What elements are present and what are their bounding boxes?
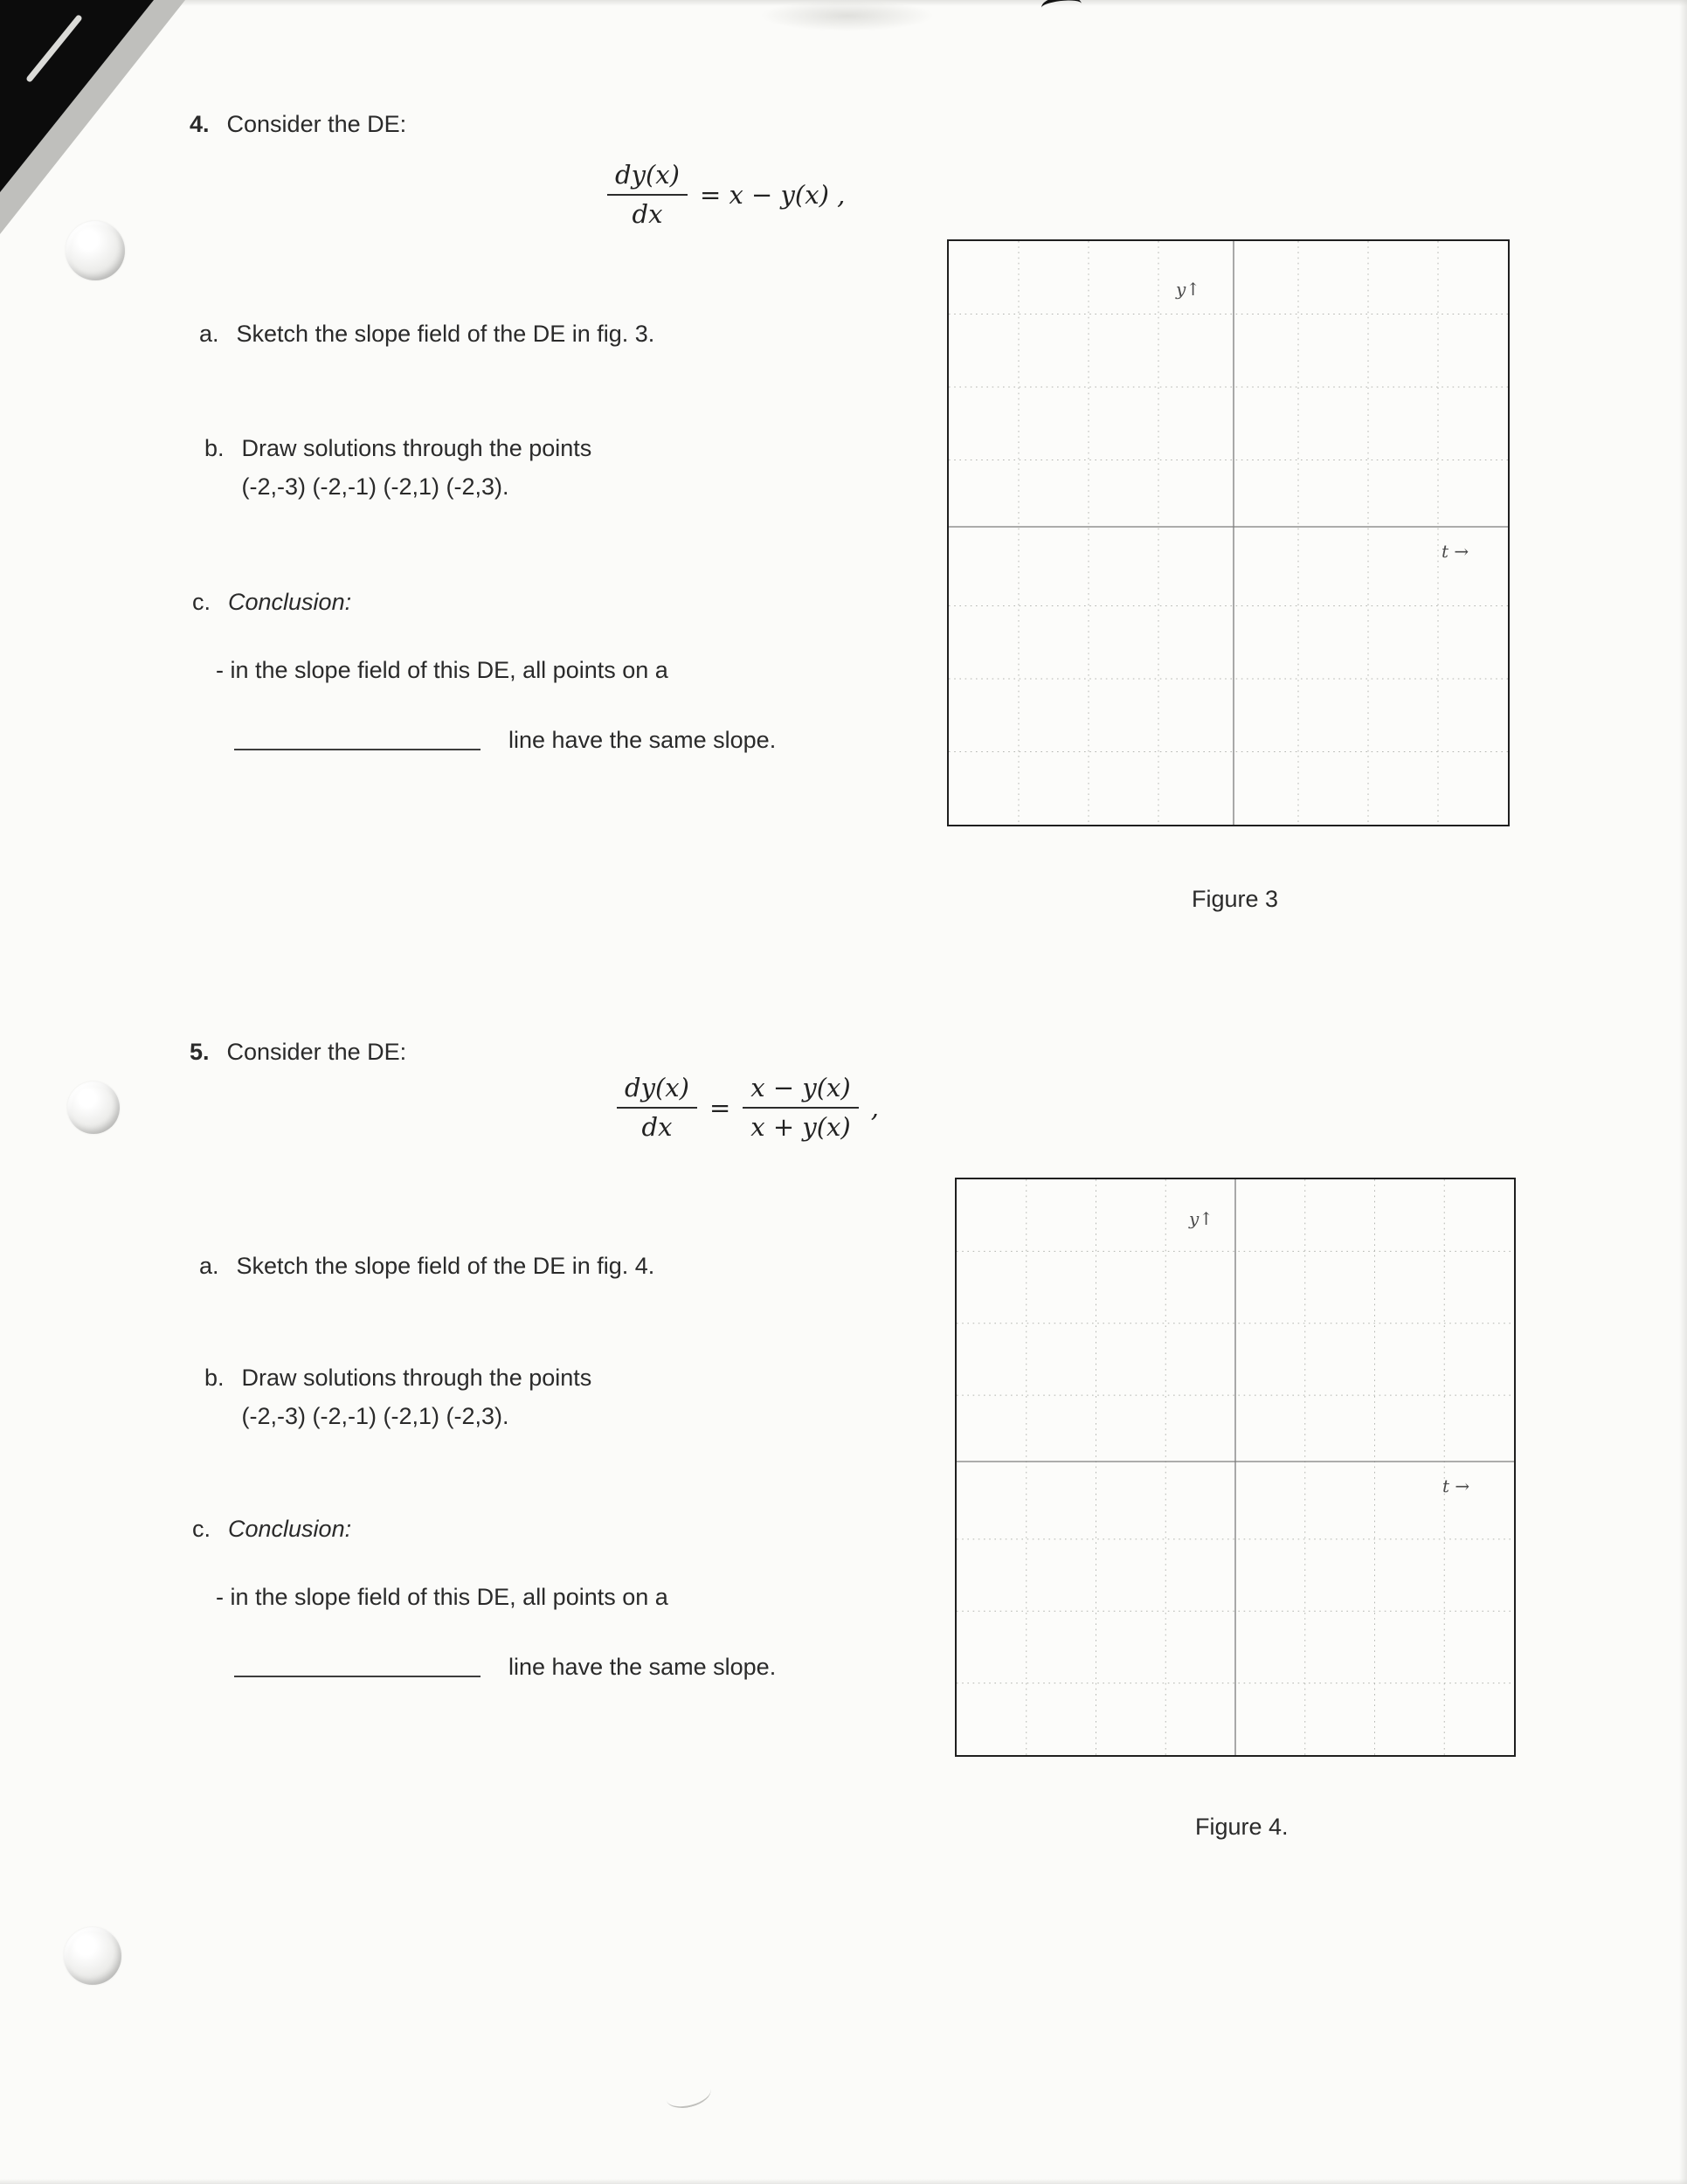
- part-text-line1: Draw solutions through the points: [241, 1365, 592, 1391]
- hole-punch: [66, 221, 125, 280]
- problem-4-conclusion-line: - in the slope field of this DE, all points on a: [216, 657, 668, 683]
- scan-smudge: [760, 0, 935, 31]
- equation-comma: ,: [870, 1092, 879, 1123]
- figure-4-caption: Figure 4.: [1195, 1814, 1289, 1840]
- part-text-line1: Draw solutions through the points: [241, 435, 592, 461]
- fraction-numerator: x − y(x): [743, 1073, 858, 1109]
- blank-suffix-text: line have the same slope.: [508, 1654, 777, 1680]
- part-label: a.: [199, 1253, 219, 1279]
- figure-4-grid-box: [955, 1178, 1516, 1757]
- fraction-denominator: dx: [641, 1112, 673, 1142]
- part-text: Sketch the slope field of the DE in fig. 4.: [236, 1253, 655, 1279]
- equation-problem-4: [607, 160, 845, 229]
- part-text: Conclusion:: [228, 589, 352, 615]
- fraction-numerator: dy(x): [617, 1073, 697, 1109]
- answer-blank: [234, 749, 481, 750]
- slope-field-grid: [949, 241, 1508, 825]
- fraction-numerator: dy(x): [607, 160, 688, 196]
- part-text: [242, 430, 592, 506]
- y-axis-label: y↑: [1189, 1208, 1214, 1229]
- slope-field-grid: [957, 1179, 1514, 1755]
- scan-bottom-edge: [0, 2179, 1687, 2184]
- problem-number: 4.: [190, 111, 210, 137]
- t-axis-label: t →: [1442, 541, 1469, 562]
- problem-5-part-c: [192, 1510, 351, 1549]
- figure-3-caption: Figure 3: [1192, 886, 1279, 912]
- t-axis-label: t →: [1442, 1476, 1470, 1496]
- ink-mark: [1041, 0, 1082, 17]
- problem-4-fill-blank: [234, 727, 776, 754]
- fraction-denominator: dx: [632, 199, 663, 229]
- part-label: c.: [192, 1516, 211, 1542]
- problem-5-part-b: [204, 1359, 591, 1435]
- hole-punch: [67, 1082, 120, 1134]
- problem-5-part-a: [199, 1248, 654, 1286]
- y-axis-label: y↑: [1176, 279, 1201, 300]
- part-text-points: (-2,-3) (-2,-1) (-2,1) (-2,3).: [241, 1402, 509, 1429]
- hole-punch: [64, 1927, 121, 1985]
- equation-problem-5: [617, 1073, 879, 1142]
- problem-4-part-a: [199, 315, 654, 354]
- problem-4-part-c: [192, 584, 351, 622]
- part-label: a.: [199, 321, 219, 347]
- equals-sign: =: [709, 1092, 731, 1123]
- problem-number: 5.: [190, 1039, 210, 1065]
- fraction: [743, 1073, 858, 1142]
- equation-rhs: = x − y(x) ,: [699, 179, 846, 210]
- part-label: b.: [204, 435, 225, 461]
- answer-blank: [234, 1676, 481, 1677]
- part-text-points: (-2,-3) (-2,-1) (-2,1) (-2,3).: [241, 473, 509, 500]
- fraction: [607, 160, 688, 229]
- problem-4-part-b: [204, 430, 591, 506]
- problem-4-title: [190, 111, 406, 138]
- problem-intro: Consider the DE:: [226, 111, 407, 137]
- figure-3-grid-box: [947, 239, 1510, 826]
- scan-right-edge: [1679, 0, 1687, 2184]
- part-label: b.: [204, 1365, 225, 1391]
- blank-suffix-text: line have the same slope.: [508, 727, 777, 753]
- corner-highlight: [25, 14, 83, 83]
- problem-5-fill-blank: [234, 1654, 776, 1681]
- fraction-denominator: x + y(x): [750, 1112, 851, 1142]
- problem-5-conclusion-line: - in the slope field of this DE, all points on a: [216, 1584, 668, 1610]
- fraction: [617, 1073, 697, 1142]
- part-text: [242, 1359, 592, 1435]
- part-text: Sketch the slope field of the DE in fig. 3.: [236, 321, 655, 347]
- problem-5-title: [190, 1039, 406, 1066]
- part-label: c.: [192, 589, 211, 615]
- part-text: Conclusion:: [228, 1516, 352, 1542]
- problem-intro: Consider the DE:: [226, 1039, 407, 1065]
- pencil-mark: [663, 2077, 713, 2112]
